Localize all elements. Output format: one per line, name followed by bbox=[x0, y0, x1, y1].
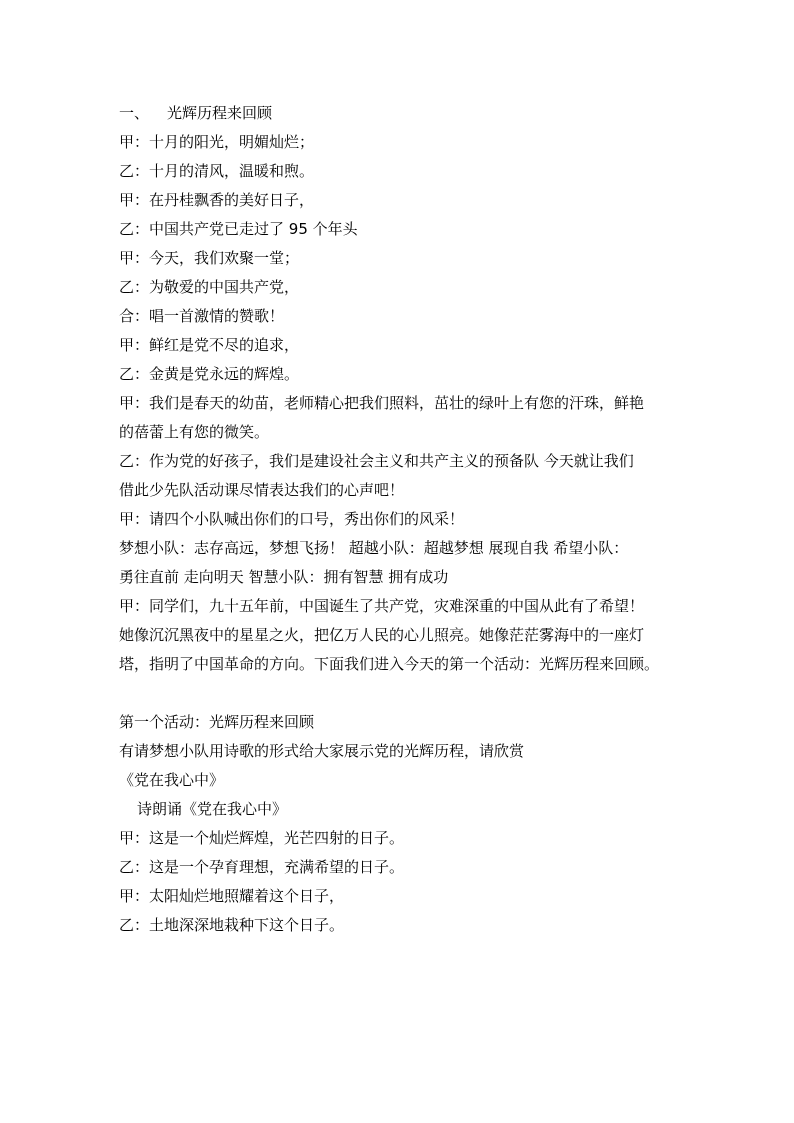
script-line: 乙：作为党的好孩子，我们是建设社会主义和共产主义的预备队 今天就让我们 bbox=[119, 452, 634, 470]
script-line: 乙：土地深深地栽种下这个日子。 bbox=[119, 916, 345, 934]
section-title: 光辉历程来回顾 bbox=[167, 104, 273, 122]
script-line: 勇往直前 走向明天 智慧小队：拥有智慧 拥有成功 bbox=[119, 568, 449, 586]
document-body bbox=[119, 99, 679, 940]
script-line: 甲：请四个小队喊出你们的口号，秀出你们的风采！ bbox=[119, 510, 465, 528]
script-line: 乙：十月的清风，温暖和煦。 bbox=[119, 162, 315, 180]
script-line: 塔，指明了中国革命的方向。下面我们进入今天的第一个活动：光辉历程来回顾。 bbox=[119, 655, 660, 673]
script-line: 有请梦想小队用诗歌的形式给大家展示党的光辉历程，请欣赏 bbox=[119, 742, 525, 760]
script-line: 乙：这是一个孕育理想，充满希望的日子。 bbox=[119, 858, 405, 876]
script-line: 甲：十月的阳光，明媚灿烂； bbox=[119, 133, 315, 151]
section-number: 一、 bbox=[119, 104, 150, 122]
activity-title: 第一个活动：光辉历程来回顾 bbox=[119, 713, 315, 731]
script-line: 甲：太阳灿烂地照耀着这个日子， bbox=[119, 887, 345, 905]
script-line: 梦想小队：志存高远，梦想飞扬！ 超越小队：超越梦想 展现自我 希望小队： bbox=[119, 539, 629, 557]
script-part-2 bbox=[119, 708, 679, 795]
poem-title: 诗朗诵《党在我心中》 bbox=[137, 800, 288, 818]
script-line: 甲：同学们，九十五年前，中国诞生了共产党，灾难深重的中国从此有了希望！ bbox=[119, 597, 645, 615]
script-line: 甲：鲜红是党不尽的追求， bbox=[119, 336, 300, 354]
script-part-1 bbox=[119, 128, 679, 679]
script-line: 甲：在丹桂飘香的美好日子， bbox=[119, 191, 315, 209]
script-line: 乙：为敬爱的中国共产党， bbox=[119, 278, 300, 296]
script-line: 她像沉沉黑夜中的星星之火，把亿万人民的心儿照亮。她像茫茫雾海中的一座灯 bbox=[119, 626, 645, 644]
script-line: 乙：中国共产党已走过了 95 个年头 bbox=[119, 220, 358, 238]
script-line: 《党在我心中》 bbox=[119, 771, 225, 789]
blank-line bbox=[119, 679, 679, 708]
script-line: 乙：金黄是党永远的辉煌。 bbox=[119, 365, 300, 383]
script-line: 借此少先队活动课尽情表达我们的心声吧！ bbox=[119, 481, 405, 499]
script-line: 甲：这是一个灿烂辉煌，光芒四射的日子。 bbox=[119, 829, 405, 847]
script-line: 甲：今天，我们欢聚一堂； bbox=[119, 249, 300, 267]
script-line: 的蓓蕾上有您的微笑。 bbox=[119, 423, 270, 441]
script-part-3 bbox=[119, 824, 679, 940]
script-line: 合：唱一首激情的赞歌！ bbox=[119, 307, 285, 325]
script-line: 甲：我们是春天的幼苗，老师精心把我们照料，茁壮的绿叶上有您的汗珠，鲜艳 bbox=[119, 394, 645, 412]
section-heading bbox=[119, 99, 679, 128]
